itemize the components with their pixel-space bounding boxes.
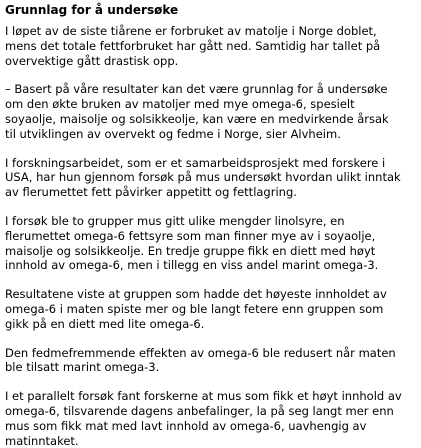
paragraph-line: – Basert på våre resultater kan det være grunnlag for å undersøke xyxy=(5,82,388,97)
paragraph-line: innhold av omega-6, men i tillegg en viss andel marint omega-3. xyxy=(5,258,379,273)
article-paragraph-5 xyxy=(5,287,417,331)
paragraph-line: Resultatene viste at gruppen som hadde det høyeste innholdet av xyxy=(5,287,387,302)
paragraph-line: til utviklingen av overvekt og fedme i Norge, sier Alvheim. xyxy=(5,126,341,141)
article-paragraph-7 xyxy=(5,389,417,448)
article-title: Grunnlag for å undersøke xyxy=(5,3,179,17)
paragraph-line: mus som fikk mat med lavt innhold av omega-6, uavhengig av xyxy=(5,418,367,433)
article-paragraph-4 xyxy=(5,214,417,273)
paragraph-line: gikk på en diett med lite omega-6. xyxy=(5,316,205,331)
paragraph-line: av flerumettet fett påvirker appetitt og fettlagring. xyxy=(5,185,297,200)
paragraph-line: Den fedmefremmende effekten av omega-6 ble redusert når maten xyxy=(5,345,396,360)
paragraph-line: flerumettet omega-6 fettsyre som man finner mye av i soyaolje, xyxy=(5,228,376,243)
paragraph-line: matinntaket. xyxy=(5,433,79,448)
paragraph-line: I løpet av de siste tiårene er forbruket av matolje i Norge doblet, xyxy=(5,24,377,38)
article xyxy=(5,3,417,448)
paragraph-line: overvektige gått drastisk opp. xyxy=(5,53,179,68)
article-paragraph-3 xyxy=(5,156,417,200)
article-paragraph-1 xyxy=(5,24,417,68)
paragraph-line: ble tilsatt marint omega-3. xyxy=(5,360,160,375)
paragraph-line: om den økte bruken av matoljer med mye omega-6, spesielt xyxy=(5,97,355,112)
article-paragraph-2 xyxy=(5,82,417,141)
article-paragraph-6 xyxy=(5,346,417,376)
paragraph-line: soyaolje, maisolje og solsikkeolje, kan være en medvirkende årsak xyxy=(5,111,389,126)
paragraph-line: I forsøk ble to grupper mus gitt ulike mengder linolsyre, en xyxy=(5,213,345,228)
paragraph-line: I forskningsarbeidet, som er et samarbeidsprosjekt med forskere i xyxy=(5,155,386,170)
paragraph-line: omega-6, tilsvarende dagens anbefalinger, la på seg langt mer enn xyxy=(5,403,394,418)
paragraph-line: omega-6 i maten spiste mer og ble langt fetere enn gruppen som xyxy=(5,301,384,316)
paragraph-line: USA, har hun gjennom forsøk på mus undersøkt hvordan ulikt inntak xyxy=(5,170,401,185)
paragraph-line: mens det totale fettforbruket har gått ned. Samtidig har tallet på xyxy=(5,38,381,53)
paragraph-line: I et parallelt forsøk fant forskerne at mus som fikk et høyt innhold av xyxy=(5,389,402,404)
paragraph-line: maisolje og solsikkeolje. En tredje gruppe fikk en diett med høyt xyxy=(5,243,376,258)
